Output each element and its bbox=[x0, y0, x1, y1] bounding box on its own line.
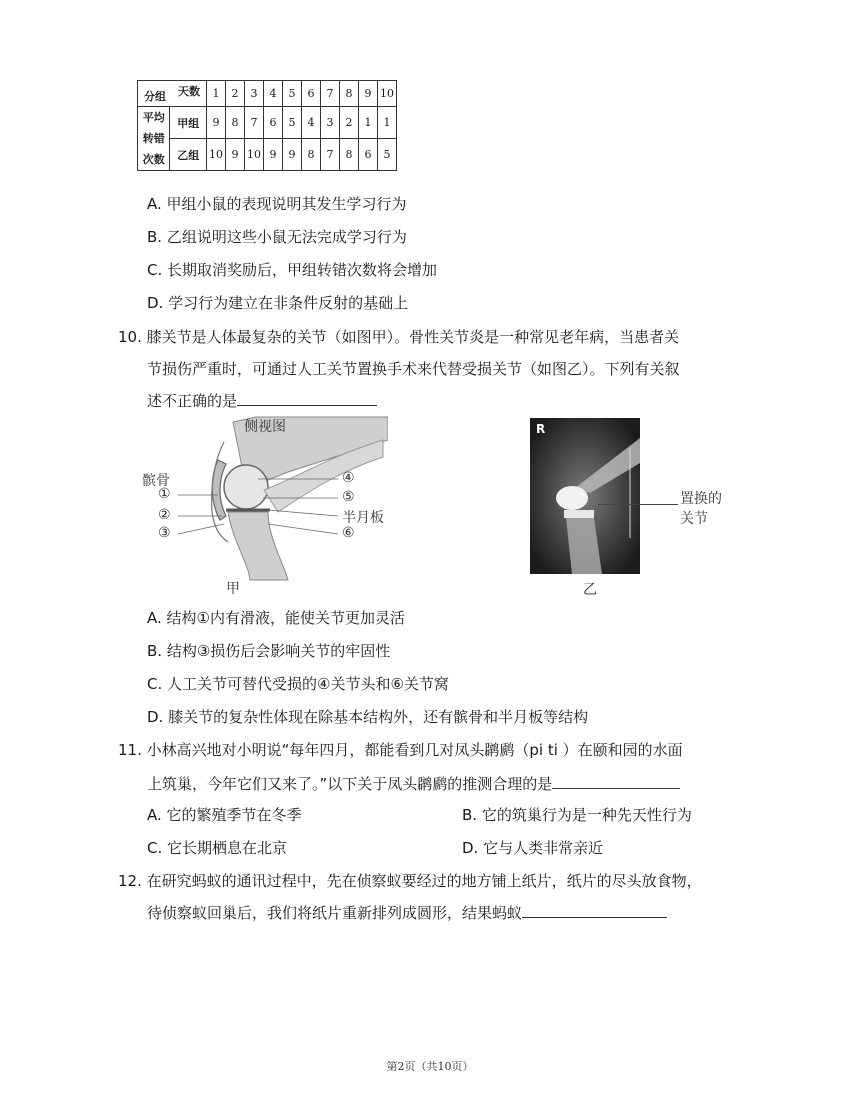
table-cell: 2 bbox=[340, 107, 359, 139]
q10-option-a: A. 结构①内有滑液，能使关节更加灵活 bbox=[147, 609, 405, 627]
xray-implant-tray bbox=[564, 510, 594, 518]
group-name: 甲组 bbox=[170, 107, 207, 139]
table-cell: 8 bbox=[302, 139, 321, 171]
q11-stem-text: 上筑巢，今年它们又来了。”以下关于凤头䴙䴘的推测合理的是 bbox=[147, 775, 553, 793]
fig-a-meniscus-label: 半月板 bbox=[342, 510, 384, 526]
pointer-line-meniscus bbox=[268, 510, 338, 516]
fig-a-label-5: ⑤ bbox=[342, 489, 355, 505]
q10-option-c: C. 人工关节可替代受损的④关节头和⑥关节窝 bbox=[147, 675, 449, 693]
table-cell: 10 bbox=[245, 139, 264, 171]
q11-stem-line1: 11. 小林高兴地对小明说“每年四月，都能看到几对凤头䴙䴘（pi ti ）在颐和园的水面 bbox=[118, 741, 683, 759]
q10-stem-text: 述不正确的是 bbox=[147, 392, 238, 410]
fig-b-label-line2: 关节 bbox=[680, 511, 708, 527]
table-cell: 5 bbox=[378, 139, 397, 171]
q10-stem-line1: 10. 膝关节是人体最复杂的关节（如图甲）。骨性关节炎是一种常见老年病，当患者关 bbox=[118, 328, 680, 346]
day-header: 3 bbox=[245, 81, 264, 107]
table-cell: 4 bbox=[302, 107, 321, 139]
fig-a-label-1: ① bbox=[158, 486, 171, 502]
q11-answer-blank bbox=[552, 771, 680, 789]
pointer-line-6 bbox=[268, 524, 338, 534]
fig-a-label-2: ② bbox=[158, 507, 171, 523]
day-header: 9 bbox=[359, 81, 378, 107]
table-corner-cell bbox=[138, 81, 207, 107]
condyle-shape bbox=[224, 465, 268, 509]
q11-option-d: D. 它与人类非常亲近 bbox=[462, 839, 604, 857]
day-header: 1 bbox=[207, 81, 226, 107]
table-cell: 6 bbox=[264, 107, 283, 139]
xray-implant bbox=[556, 486, 588, 510]
table-cell: 7 bbox=[245, 107, 264, 139]
day-header: 6 bbox=[302, 81, 321, 107]
day-header: 8 bbox=[340, 81, 359, 107]
table-cell: 5 bbox=[283, 107, 302, 139]
day-header: 5 bbox=[283, 81, 302, 107]
fig-a-patella-label: 髌骨 bbox=[142, 473, 170, 489]
q11-option-a: A. 它的繁殖季节在冬季 bbox=[147, 806, 302, 824]
page-footer: 第2页（共10页） bbox=[386, 1060, 474, 1073]
day-header: 10 bbox=[378, 81, 397, 107]
fig-a-label-6: ⑥ bbox=[342, 525, 355, 541]
q12-stem-line2 bbox=[147, 900, 667, 924]
data-table bbox=[137, 80, 397, 171]
fig-b-label-line1: 置换的 bbox=[680, 491, 722, 507]
q12-answer-blank bbox=[522, 900, 667, 918]
table-cell: 1 bbox=[378, 107, 397, 139]
fig-a-title: 侧视图 bbox=[244, 419, 286, 435]
q12-stem-line1: 12. 在研究蚂蚁的通讯过程中，先在侦察蚁要经过的地方铺上纸片，纸片的尽头放食物， bbox=[118, 872, 702, 890]
table-cell: 8 bbox=[340, 139, 359, 171]
table-row-group-a bbox=[138, 107, 397, 139]
q10-option-b: B. 结构③损伤后会影响关节的牢固性 bbox=[147, 642, 391, 660]
fig-b-caption: 乙 bbox=[583, 582, 597, 598]
q11-stem-line2 bbox=[147, 771, 680, 795]
corner-group-label: 分组 bbox=[144, 90, 166, 103]
q10-stem-line3 bbox=[147, 388, 377, 412]
table-cell: 7 bbox=[321, 139, 340, 171]
fig-a-caption: 甲 bbox=[226, 581, 240, 597]
q10-answer-blank bbox=[237, 388, 377, 406]
table-cell: 6 bbox=[359, 139, 378, 171]
day-header: 2 bbox=[226, 81, 245, 107]
day-header: 7 bbox=[321, 81, 340, 107]
corner-days-label: 天数 bbox=[178, 85, 200, 98]
q9-option-d: D. 学习行为建立在非条件反射的基础上 bbox=[147, 294, 409, 312]
row-header-line: 转错 bbox=[142, 132, 165, 145]
table-cell: 1 bbox=[359, 107, 378, 139]
q9-option-a: A. 甲组小鼠的表现说明其发生学习行为 bbox=[147, 195, 407, 213]
table-cell: 9 bbox=[207, 107, 226, 139]
q9-option-c: C. 长期取消奖励后，甲组转错次数将会增加 bbox=[147, 261, 438, 279]
row-header-line: 次数 bbox=[142, 153, 165, 166]
tibia-shape bbox=[228, 512, 288, 580]
table-cell: 9 bbox=[226, 139, 245, 171]
group-name: 乙组 bbox=[170, 139, 207, 171]
table-cell: 3 bbox=[321, 107, 340, 139]
fig-a-label-3: ③ bbox=[158, 525, 171, 541]
fig-a-label-4: ④ bbox=[342, 470, 355, 486]
q10-option-d: D. 膝关节的复杂性体现在除基本结构外，还有髌骨和半月板等结构 bbox=[147, 708, 589, 726]
row-header-line: 平均 bbox=[142, 111, 165, 124]
table-cell: 8 bbox=[226, 107, 245, 139]
q9-option-b: B. 乙组说明这些小鼠无法完成学习行为 bbox=[147, 228, 407, 246]
q12-stem-text: 待侦察蚁回巢后，我们将纸片重新排列成圆形，结果蚂蚁 bbox=[147, 904, 523, 922]
xray-marker: R bbox=[536, 422, 546, 436]
q10-stem-line2: 节损伤严重时，可通过人工关节置换手术来代替受损关节（如图乙）。下列有关叙 bbox=[147, 360, 680, 378]
day-header: 4 bbox=[264, 81, 283, 107]
q11-option-b: B. 它的筑巢行为是一种先天性行为 bbox=[462, 806, 692, 824]
row-header-cell bbox=[138, 107, 170, 171]
table-cell: 9 bbox=[283, 139, 302, 171]
table-cell: 10 bbox=[207, 139, 226, 171]
knee-diagram-figure bbox=[138, 412, 388, 597]
xray-pointer-line bbox=[598, 504, 678, 505]
xray-svg bbox=[530, 418, 640, 574]
table-row-group-b bbox=[138, 139, 397, 171]
q11-option-c: C. 它长期栖息在北京 bbox=[147, 839, 288, 857]
table-header-row bbox=[138, 81, 397, 107]
xray-image bbox=[530, 418, 640, 574]
table-cell: 9 bbox=[264, 139, 283, 171]
